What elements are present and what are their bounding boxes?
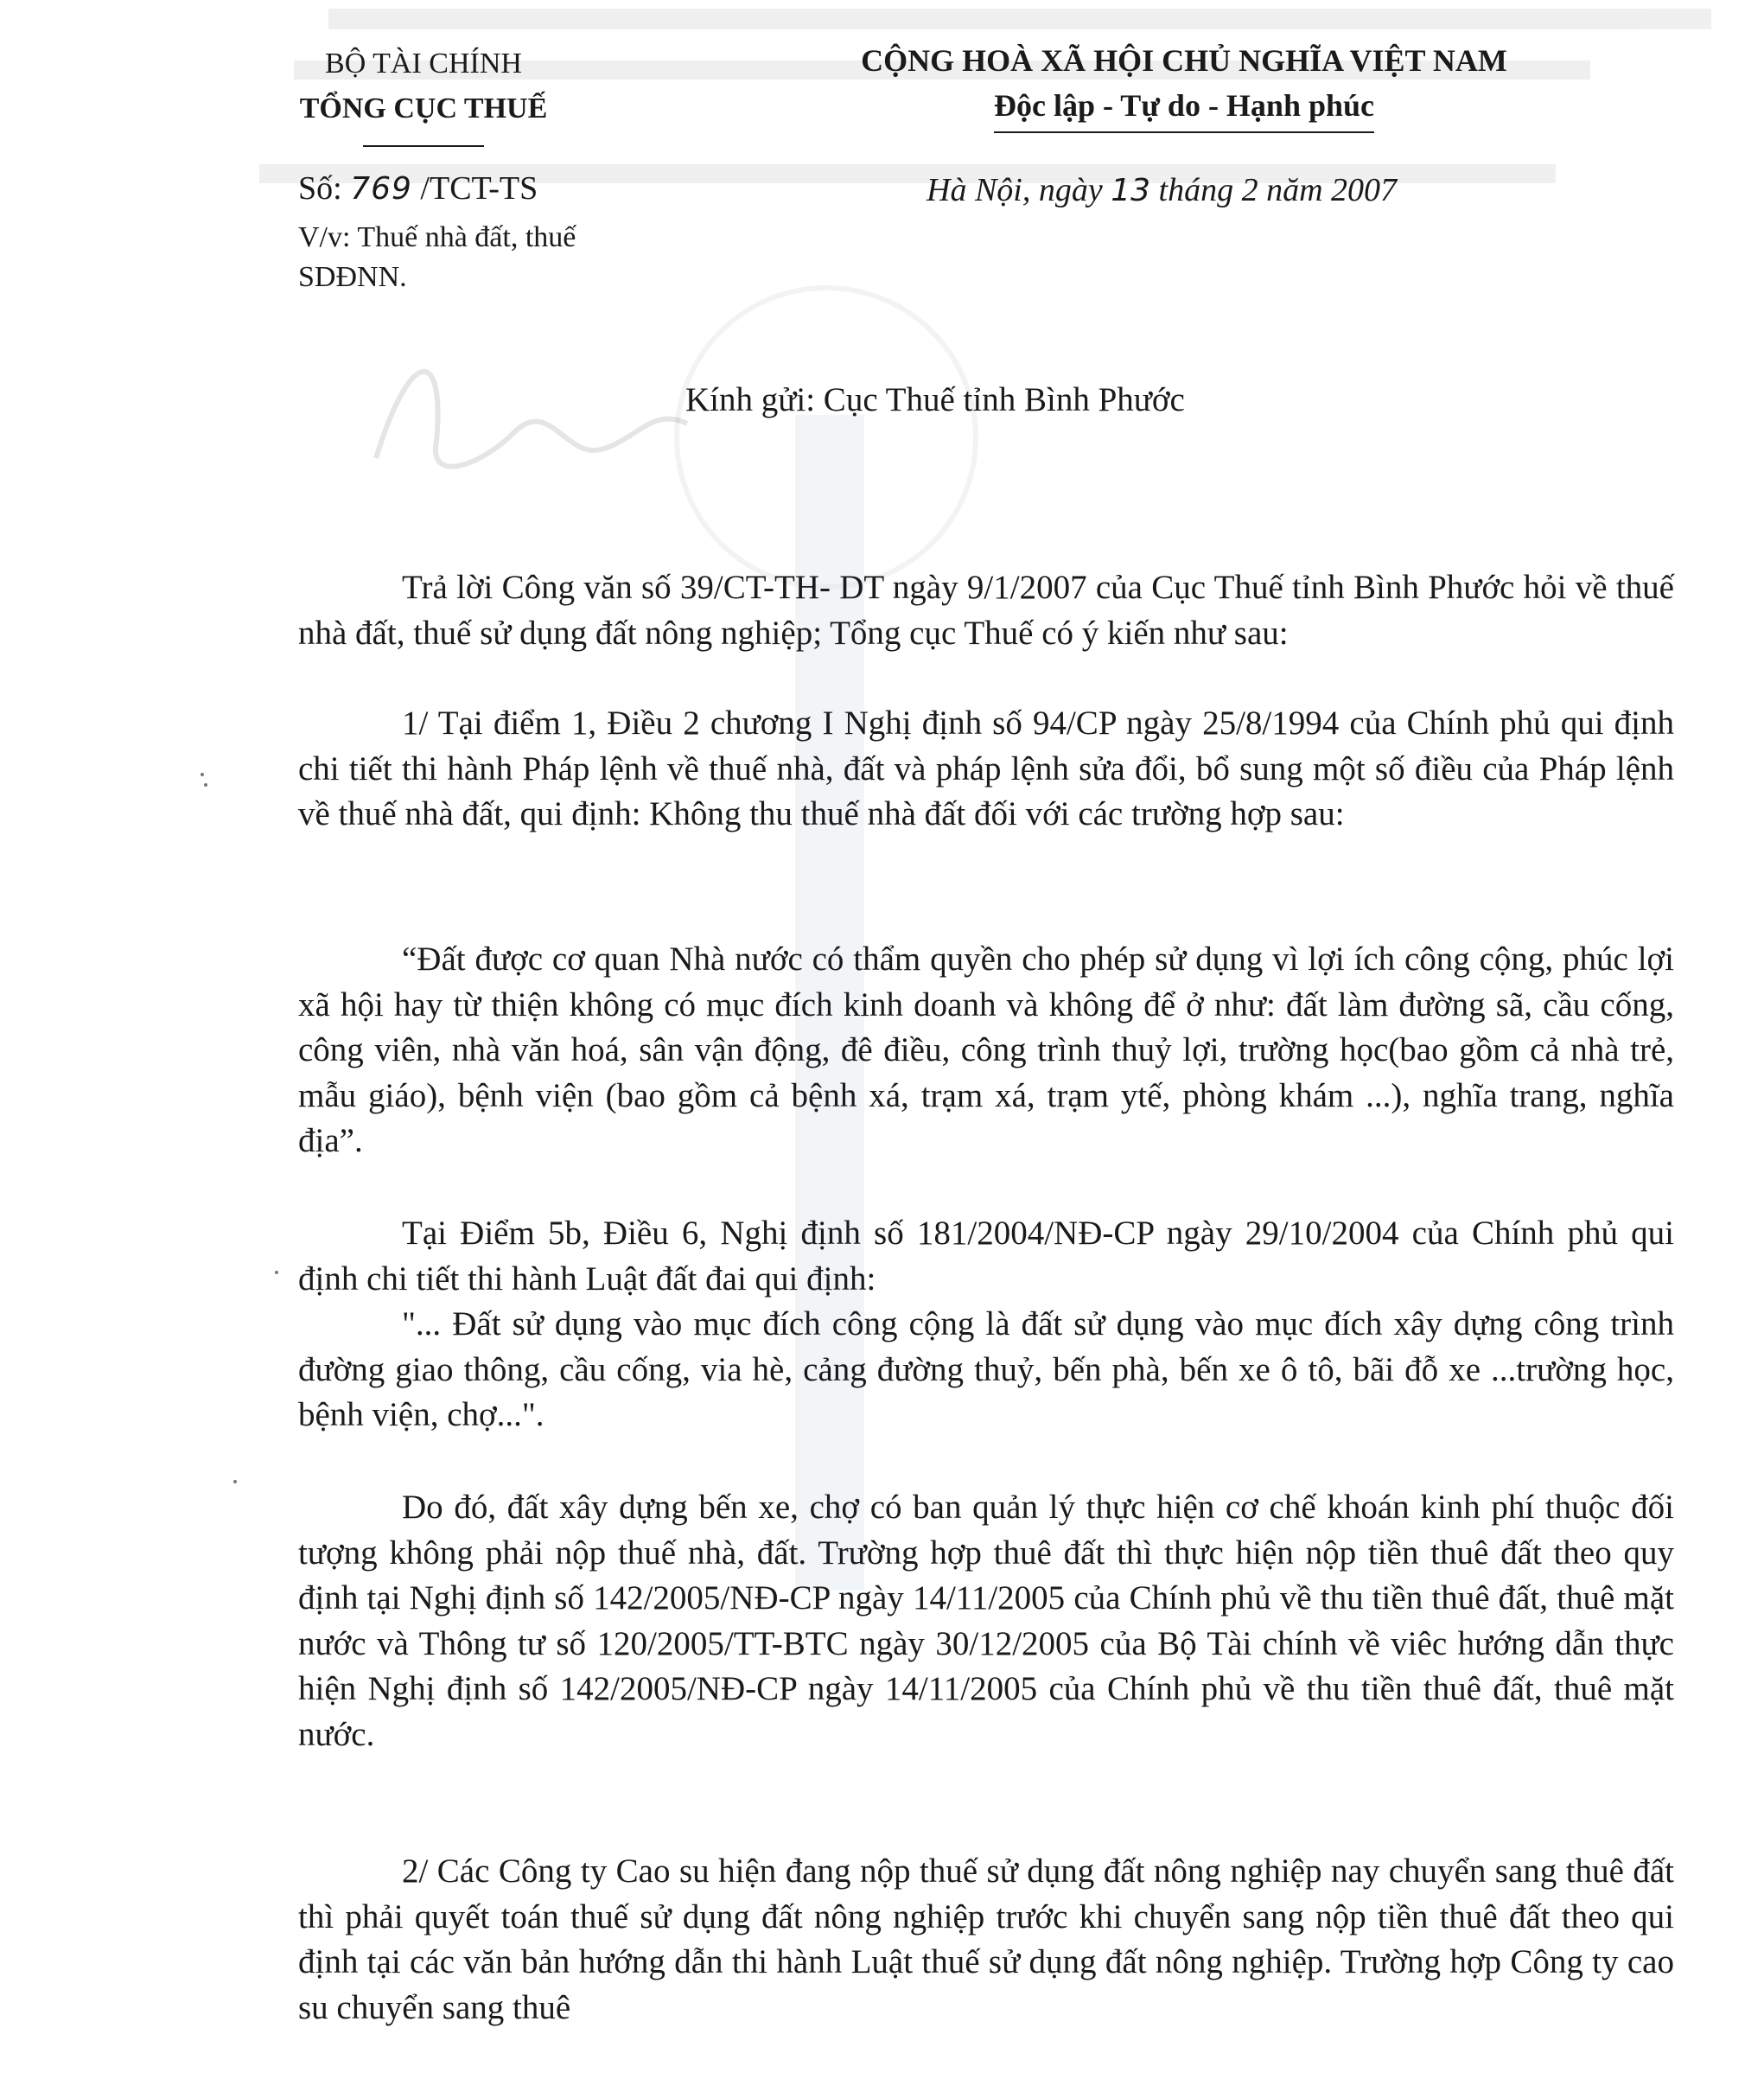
body-quote-1	[298, 937, 1674, 1164]
subject-line-2: SDĐNN.	[298, 261, 407, 293]
document-number-prefix: Số:	[298, 170, 351, 207]
date-prefix: Hà Nội, ngày	[927, 172, 1111, 208]
national-motto: Độc lập - Tự do - Hạnh phúc	[994, 83, 1374, 133]
document-number-suffix: /TCT-TS	[411, 170, 538, 207]
scan-speck	[275, 1271, 278, 1274]
body-point-tai	[298, 1211, 1674, 1302]
scan-speck	[201, 773, 204, 776]
scan-speck	[233, 1480, 237, 1483]
intro-paragraph: Trả lời Công văn số 39/CT-TH- DT ngày 9/1/2007 của Cục Thuế tỉnh Bình Phước hỏi về thuế nhà đất, thuế sử dụng đất nông nghiệp; Tổng cục Thuế có ý kiến như sau:	[298, 569, 1674, 652]
quote-2-paragraph: "... Đất sử dụng vào mục đích công cộng là đất sử dụng vào mục đích xây dựng công trình đường giao thông, cầu cống, via hè, cảng đường thuỷ, bến phà, bến xe ô tô, bãi đỗ xe ...trường học, bệnh viện, chợ...".	[298, 1305, 1674, 1433]
point-tai-paragraph: Tại Điểm 5b, Điều 6, Nghị định số 181/2004/NĐ-CP ngày 29/10/2004 của Chính phủ qui định chi tiết thi hành Luật đất đai qui định:	[298, 1215, 1674, 1298]
ministry-name: BỘ TÀI CHÍNH	[325, 48, 522, 80]
signature-bleed-through	[341, 328, 722, 501]
body-point-2	[298, 1849, 1674, 2031]
issuer-underline	[363, 145, 484, 147]
document-number-handwritten: 769	[350, 171, 412, 207]
date-day-handwritten: 13	[1111, 173, 1151, 208]
document-number	[298, 169, 538, 207]
agency-name: TỔNG CỤC THUẾ	[299, 92, 548, 124]
subject-line	[298, 218, 678, 297]
conclusion-paragraph: Do đó, đất xây dựng bến xe, chợ có ban quản lý thực hiện cơ chế khoán kinh phí thuộc đối tượng không phải nộp thuế nhà, đất. Trường hợp thuê đất thì thực hiện nộp tiền thuê đất theo quy định tại Nghị định số 142/2005/NĐ-CP ngày 14/11/2005 của Chính phủ về thu tiền thuê đất, thuê mặt nước và Thông tư số 120/2005/TT-BTC ngày 30/12/2005 của Bộ Tài chính về viêc hướng dẫn thực hiện Nghị định số 142/2005/NĐ-CP ngày 14/11/2005 của Chính phủ về thu tiền thuê đất, thuê mặt nước.	[298, 1489, 1674, 1753]
country-name: CỘNG HOÀ XÃ HỘI CHỦ NGHĨA VIỆT NAM	[861, 43, 1507, 78]
body-intro	[298, 565, 1674, 656]
body-quote-2	[298, 1302, 1674, 1438]
scan-speck	[204, 783, 207, 787]
national-heading	[804, 38, 1564, 133]
document-date	[927, 171, 1397, 209]
body-point-1	[298, 701, 1674, 838]
recipient-line: Kính gửi: Cục Thuế tỉnh Bình Phước	[685, 381, 1185, 418]
issuer-block	[233, 41, 614, 147]
body-conclusion	[298, 1485, 1674, 1757]
date-suffix: tháng 2 năm 2007	[1150, 172, 1398, 208]
subject-line-1: V/v: Thuế nhà đất, thuế	[298, 221, 576, 253]
point-2-paragraph: 2/ Các Công ty Cao su hiện đang nộp thuế sử dụng đất nông nghiệp nay chuyển sang thuê đất thì phải quyết toán thuế sử dụng đất nông nghiệp trước khi chuyển sang nộp tiền thuê đất theo qui định tại các văn bản hướng dẫn thi hành Luật thuế sử dụng đất nông nghiệp. Trường hợp Công ty cao su chuyển sang thuê	[298, 1852, 1674, 2026]
quote-1-paragraph: “Đất được cơ quan Nhà nước có thẩm quyền cho phép sử dụng vì lợi ích công cộng, phúc lợi xã hội hay từ thiện không có mục đích kinh doanh và không để ở như: đất làm đường sã, cầu cống, công viên, nhà văn hoá, sân vận động, đê điều, công trình thuỷ lợi, trường học(bao gồm cả nhà trẻ, mẫu giáo), bệnh viện (bao gồm cả bệnh xá, trạm xá, trạm ytế, phòng khám ...), nghĩa trang, nghĩa địa”.	[298, 941, 1674, 1159]
point-1-paragraph: 1/ Tại điểm 1, Điều 2 chương I Nghị định số 94/CP ngày 25/8/1994 của Chính phủ qui định chi tiết thi hành Pháp lệnh về thuế nhà, đất và pháp lệnh sửa đổi, bổ sung một số điều của Pháp lệnh về thuế nhà đất, qui định: Không thu thuế nhà đất đối với các trường hợp sau:	[298, 705, 1674, 832]
